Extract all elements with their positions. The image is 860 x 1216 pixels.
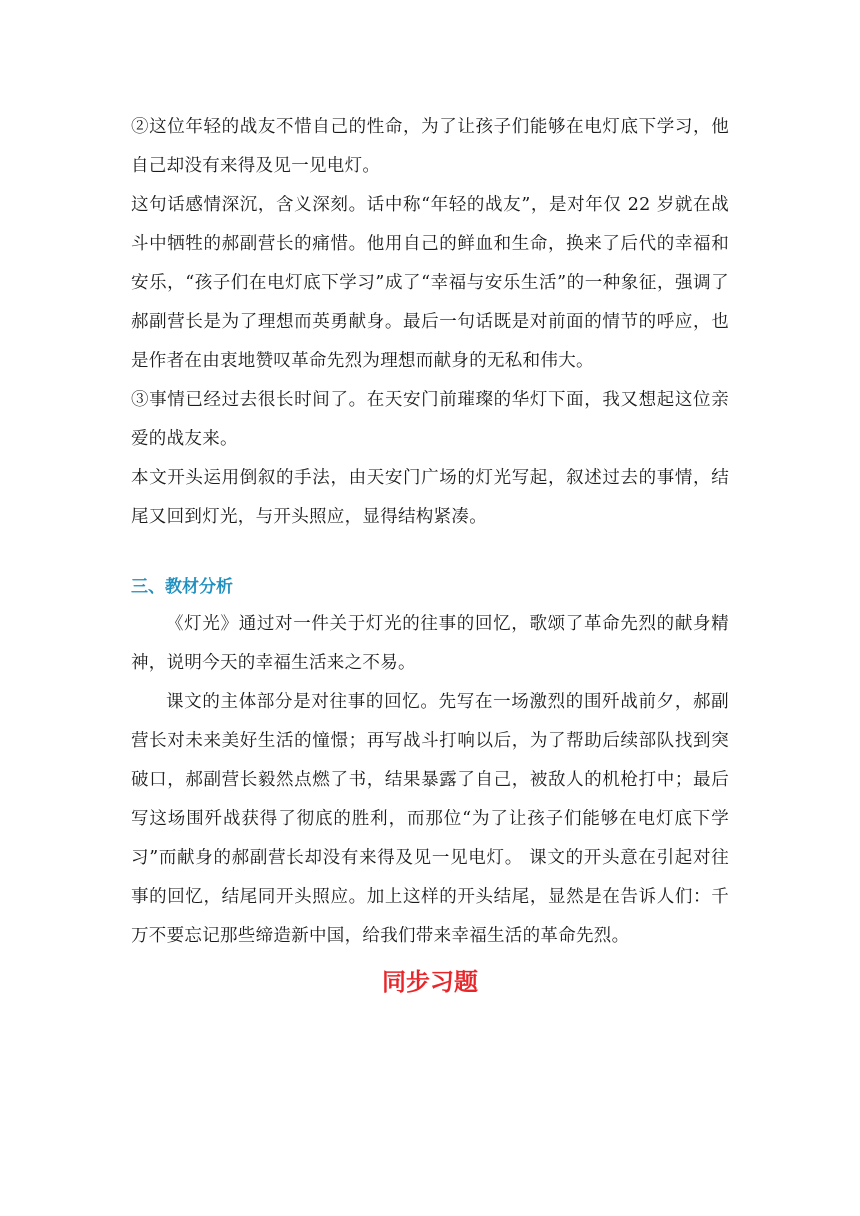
document-page bbox=[131, 108, 729, 1008]
analysis-3: 本文开头运用倒叙的手法，由天安门广场的灯光写起，叙述过去的事情，结尾又回到灯光，与开头照应，显得结构紧凑。 bbox=[131, 468, 729, 527]
quote-3: ③事情已经过去很长时间了。在天安门前璀璨的华灯下面，我又想起这位亲爱的战友来。 bbox=[131, 390, 729, 449]
exercise-title: 同步习题 bbox=[382, 968, 478, 996]
section-paragraph: 《灯光》通过对一件关于灯光的往事的回忆，歌颂了革命先烈的献身精神，说明今天的幸福生活来之不易。 bbox=[131, 614, 729, 673]
section-paragraph: 课文的主体部分是对往事的回忆。先写在一场激烈的围歼战前夕，郝副营长对未来美好生活的憧憬；再写战斗打响以后，为了帮助后续部队找到突破口，郝副营长毅然点燃了书，结果暴露了自己，被敌人的机枪打中；最后写这场围歼战获得了彻底的胜利，而那位“为了让孩子们能够在电灯底下学习”而献身的郝副营长却没有来得及见一见电灯。 课文的开头意在引起对往事的回忆，结尾同开头照应。加上这样的开头结尾，显然是在告诉人们：千万不要忘记那些缔造新中国，给我们带来幸福生活的革命先烈。 bbox=[131, 692, 729, 946]
section-heading-textbook-analysis: 三、教材分析 bbox=[131, 577, 233, 597]
quote-2: ②这位年轻的战友不惜自己的性命，为了让孩子们能够在电灯底下学习，他自己却没有来得及见一见电灯。 bbox=[131, 117, 729, 176]
analysis-2: 这句话感情深沉，含义深刻。话中称“年轻的战友”，是对年仅 22 岁就在战斗中牺牲的郝副营长的痛惜。他用自己的鲜血和生命，换来了后代的幸福和安乐，“孩子们在电灯底下学习”成了“幸福与安乐生活”的一种象征，强调了郝副营长是为了理想而英勇献身。最后一句话既是对前面的情节的呼应，也是作者在由衷地赞叹革命先烈为理想而献身的无私和伟大。 bbox=[131, 195, 729, 371]
